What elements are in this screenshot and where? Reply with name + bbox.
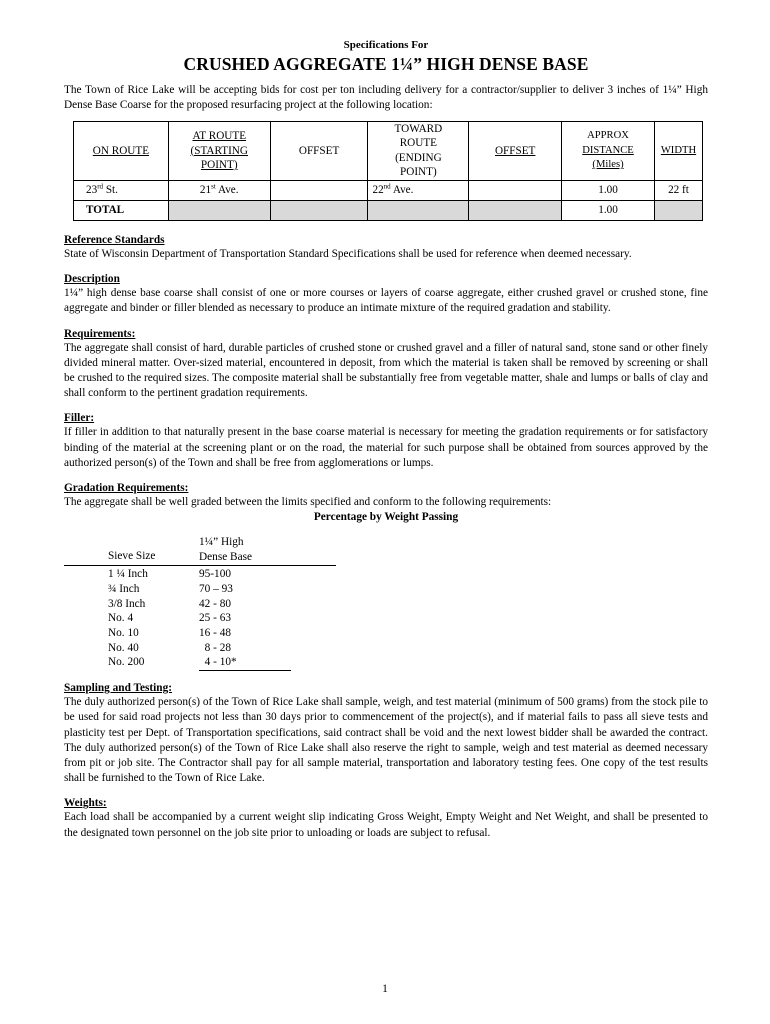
section-heading: Gradation Requirements: bbox=[64, 482, 189, 495]
cell-shaded bbox=[368, 200, 469, 220]
intro-paragraph: The Town of Rice Lake will be accepting bids for cost per ton including delivery for a contractor/supplier to deliver 3 inches of 1¼” High Dense Base Coarse for the proposed resurfacing project at the following location: bbox=[64, 84, 708, 112]
section-body: The aggregate shall be well graded between the limits specified and conform to the following requirements: bbox=[64, 496, 552, 509]
document-page bbox=[64, 38, 708, 841]
cell-shaded bbox=[654, 200, 702, 220]
section-reference-standards bbox=[64, 233, 708, 262]
section-gradation bbox=[64, 481, 708, 669]
section-body: Each load shall be accompanied by a current weight slip indicating Gross Weight, Empty Weight and Net Weight, and shall be presented to the designated town personnel on the job site prior to unloading or loads are subject to refusal. bbox=[64, 811, 708, 839]
cell-offset-2 bbox=[469, 180, 562, 200]
header-offset-2: OFFSET bbox=[469, 121, 562, 180]
section-weights bbox=[64, 796, 708, 840]
cell-on-route: 23rd St. bbox=[74, 180, 169, 200]
page-number: 1 bbox=[382, 983, 388, 995]
section-body: State of Wisconsin Department of Transportation Standard Specifications shall be used for reference when deemed necessary. bbox=[64, 247, 632, 260]
gradation-caption: Percentage by Weight Passing bbox=[313, 511, 459, 524]
header-toward-route: TOWARD ROUTE (ENDING POINT) bbox=[368, 121, 469, 180]
table-row bbox=[74, 180, 703, 200]
gradation-footer-rule bbox=[199, 670, 291, 671]
section-requirements bbox=[64, 327, 708, 402]
route-table bbox=[73, 121, 703, 221]
cell-shaded bbox=[469, 200, 562, 220]
header-at-route: AT ROUTE (STARTING POINT) bbox=[168, 121, 270, 180]
cell-width: 22 ft bbox=[654, 180, 702, 200]
cell-at-route: 21st Ave. bbox=[168, 180, 270, 200]
section-sampling-testing bbox=[64, 681, 708, 786]
section-heading: Weights: bbox=[64, 797, 107, 810]
section-body: The duly authorized person(s) of the Town of Rice Lake shall sample, weigh, and test material (minimum of 500 grams) from the stock pile to be used for said road projects not less than 30 days prior to commencement of the project(s), and if material fails to pass all sieve tests and plasticity test per Dept. of Transportation specifications, said contract shall be void and the next lowest bidder shall be awarded the contract. The duly authorized person(s) of the Town of Rice Lake shall also reserve the right to sample, weigh and test material as deemed necessary from pit or job site. The Contractor shall pay for all sample material, transportation and laboratory testing fees. One copy of the test results shall be furnished to the Town of Rice Lake. bbox=[64, 696, 708, 785]
gradation-column-header-dense-base: 1¼” High Dense Base bbox=[199, 536, 253, 564]
section-filler bbox=[64, 411, 708, 471]
cell-offset bbox=[270, 180, 368, 200]
gradation-header-rule bbox=[64, 565, 336, 566]
cell-toward-route: 22nd Ave. bbox=[368, 180, 469, 200]
header-approx-distance: APPROX DISTANCE (Miles) bbox=[562, 121, 655, 180]
cell-shaded bbox=[168, 200, 270, 220]
cell-shaded bbox=[270, 200, 368, 220]
gradation-table: 1¼” High Dense Base Sieve Size 1 ¼ Inch 95-100 ¾ Inch 70 – 93 3/8 Inch 42 - 80 No. 4 25 - 63 No. 10 16 - 48 No. 40 8 - 28 No. 200 4 - 10* bbox=[64, 525, 708, 663]
header-on-route: ON ROUTE bbox=[74, 121, 169, 180]
section-heading: Requirements: bbox=[64, 327, 136, 340]
route-table-header-row bbox=[74, 121, 703, 180]
section-heading: Description bbox=[64, 273, 120, 286]
cell-total-label: TOTAL bbox=[74, 200, 169, 220]
header-offset: OFFSET bbox=[270, 121, 368, 180]
gradation-column-header-sieve: Sieve Size bbox=[108, 550, 156, 563]
cell-distance: 1.00 bbox=[562, 180, 655, 200]
cell-total-distance: 1.00 bbox=[562, 200, 655, 220]
section-heading: Reference Standards bbox=[64, 233, 165, 246]
section-heading: Filler: bbox=[64, 412, 95, 425]
header-width: WIDTH bbox=[654, 121, 702, 180]
section-body: The aggregate shall consist of hard, durable particles of crushed stone or crushed gravel and a filler of natural sand, stone sand or other finely divided mineral matter. Over-sized material, encountered in deposit, from which the material is taken shall be removed by screening or shall be crushed to the required sizes. The composite material shall be substantially free from vegetable matter, shale and lumps or balls of clay and shall conform to the pertinent gradation requirements. bbox=[64, 341, 708, 400]
section-body: If filler in addition to that naturally present in the base coarse material is necessary for meeting the gradation requirements or for satisfactory binding of the material at the screening plant or on the road, the material for such purpose shall be obtained from sources approved by the authorized person(s) of the Town and shall be free from agglomerations or lumps. bbox=[64, 426, 708, 469]
table-total-row bbox=[74, 200, 703, 220]
section-description bbox=[64, 272, 708, 316]
document-title: CRUSHED AGGREGATE 1¼” HIGH DENSE BASE bbox=[183, 54, 589, 75]
document-kicker: Specifications For bbox=[343, 39, 429, 51]
section-heading: Sampling and Testing: bbox=[64, 682, 172, 695]
section-body: 1¼” high dense base coarse shall consist of one or more courses or layers of coarse aggregate, either crushed gravel or crushed stone, fine aggregate and binder or filler blended as necessary to produce an intimate mixture of the required gradation and stability. bbox=[64, 287, 708, 315]
